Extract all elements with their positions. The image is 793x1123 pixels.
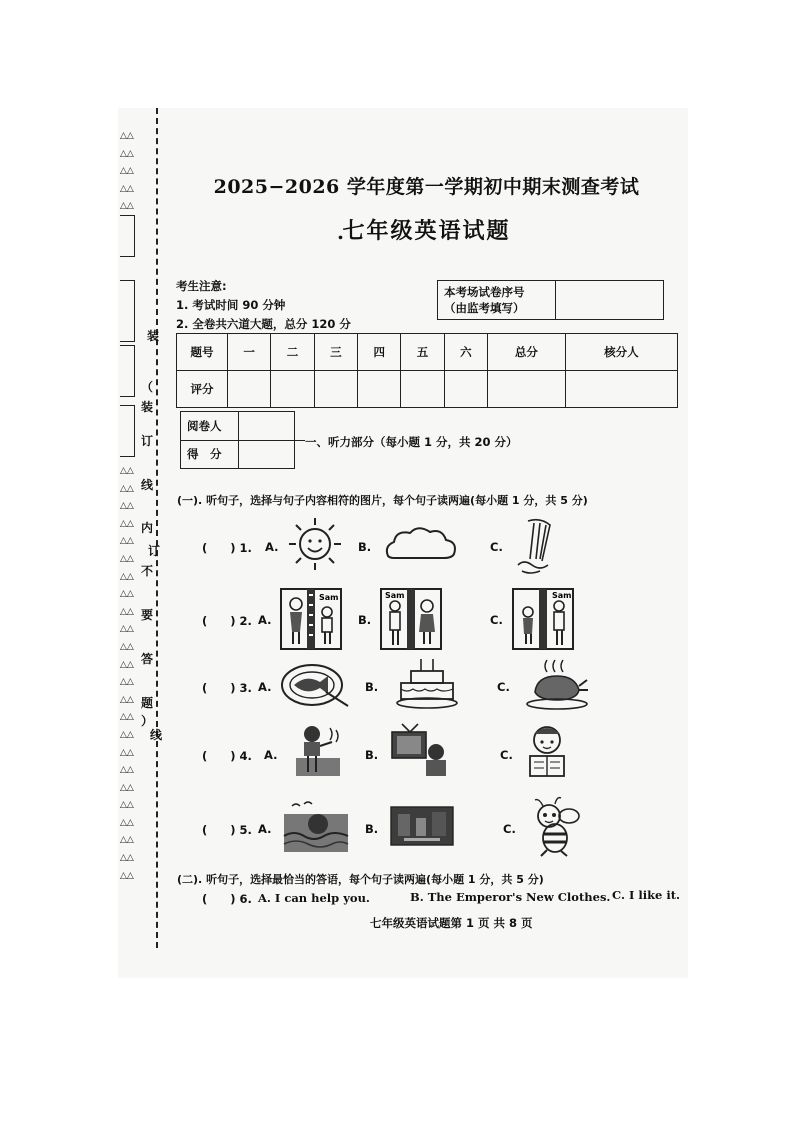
sam-label: Sam [552, 591, 572, 600]
score-cell[interactable] [488, 371, 566, 408]
binding-box [120, 345, 135, 397]
height-chart-picture [512, 588, 574, 650]
exam-subtitle: 七年级英语试题 [342, 218, 511, 244]
score-header-label: 题号 [177, 334, 228, 371]
question-number: ( ) 5. [202, 823, 252, 837]
binding-char: 线 [141, 478, 154, 492]
score-cell[interactable] [444, 371, 487, 408]
height-chart-picture [280, 588, 342, 650]
score-col-6: 六 [444, 334, 487, 371]
score-table [176, 333, 678, 408]
question-number: ( ) 3. [202, 681, 252, 695]
option-a-label: A. [258, 613, 272, 627]
binding-char: 不 [141, 564, 154, 578]
question-number: ( ) 1. [202, 541, 252, 555]
sam-label: Sam [385, 591, 405, 600]
serial-label: 本考场试卷序号 （由监考填写） [438, 281, 556, 320]
fish-plate-icon [280, 660, 350, 710]
binding-char: 装 [141, 400, 154, 414]
child-planting-picture [290, 722, 346, 780]
grader-label: 阅卷人 [181, 412, 239, 441]
exam-title: 2025−2026 学年度第一学期初中期末测查考试 [213, 176, 640, 198]
option-c-label: C. [503, 822, 516, 836]
question-number: ( ) 2. [202, 614, 252, 628]
binding-char: 答 [141, 652, 154, 666]
part1-title: 一、听力部分（每小题 1 分，共 20 分） [305, 435, 518, 449]
score-cell[interactable] [314, 371, 357, 408]
score-cell[interactable] [401, 371, 444, 408]
score-cell[interactable] [271, 371, 314, 408]
section2-title: (二). 听句子，选择最恰当的答语，每个句子读两遍(每小题 1 分，共 5 分) [177, 873, 544, 886]
score-col-1: 一 [228, 334, 271, 371]
score-col-checker: 核分人 [565, 334, 677, 371]
grader-score-label: 得 分 [181, 440, 239, 469]
option-a-label: A. [265, 540, 279, 554]
grader-box [180, 411, 295, 469]
sam-label: Sam [319, 593, 339, 602]
binding-char: 订 [148, 544, 161, 558]
option-b-label: B. [365, 822, 379, 836]
option-c-label: C. [490, 613, 503, 627]
binding-char: 要 [141, 608, 154, 622]
serial-input-cell[interactable] [556, 281, 664, 320]
binding-char: 内 [141, 521, 154, 535]
option-a-text: A. I can help you. [258, 891, 370, 905]
score-cell[interactable] [228, 371, 271, 408]
binding-char: 订 [141, 434, 154, 448]
movie-poster-picture [390, 806, 454, 846]
grader-input[interactable] [239, 412, 295, 441]
option-b-text: B. The Emperor's New Clothes. [410, 890, 611, 904]
binding-box [120, 405, 135, 457]
question-number: ( ) 4. [202, 749, 252, 763]
triangle-column-bottom: △△ △△ △△ △△ △△ △△ △△ △△ △△ △△ △△ △△ △△ △△ △△ △△ △△ △△ △△ △△ △△ △△ △△ △△ [120, 466, 134, 881]
grader-score-input[interactable] [239, 440, 295, 469]
height-chart-picture [380, 588, 442, 650]
option-a-label: A. [258, 822, 272, 836]
option-a-label: A. [258, 680, 272, 694]
binding-char: 装 [147, 329, 160, 343]
option-b-label: B. [358, 540, 372, 554]
option-b-label: B. [365, 680, 379, 694]
option-a-label: A. [264, 748, 278, 762]
score-cell[interactable] [358, 371, 401, 408]
option-c-label: C. [500, 748, 513, 762]
serial-number-box [437, 280, 664, 320]
girl-reading-picture [522, 722, 572, 780]
notes-item-total: 2. 全卷共六道大题，总分 120 分 [176, 317, 351, 331]
option-c-text: C. I like it. [612, 888, 681, 902]
score-row-label: 评分 [177, 371, 228, 408]
option-b-label: B. [365, 748, 379, 762]
binding-char: 题 [141, 696, 154, 710]
page-footer: 七年级英语试题第 1 页 共 8 页 [370, 916, 533, 930]
watching-tv-picture [388, 722, 448, 780]
score-col-5: 五 [401, 334, 444, 371]
child-swimming-picture [282, 800, 350, 854]
score-cell[interactable] [565, 371, 677, 408]
option-c-label: C. [490, 540, 503, 554]
title-dot: . [337, 220, 344, 244]
waterfall-icon [510, 515, 560, 577]
binding-char: 线 [150, 728, 163, 742]
binding-char: （ [141, 380, 154, 394]
cloud-icon [382, 520, 460, 564]
sun-icon [285, 515, 345, 573]
option-c-label: C. [497, 680, 510, 694]
notes-heading: 考生注意: [176, 279, 227, 293]
connector-line [295, 440, 305, 441]
bee-cartoon-icon [525, 796, 585, 858]
score-col-4: 四 [358, 334, 401, 371]
binding-box [120, 280, 135, 342]
notes-item-time: 1. 考试时间 90 分钟 [176, 298, 286, 312]
binding-char: ） [141, 714, 154, 728]
question-number: ( ) 6. [202, 892, 252, 906]
triangle-column-top: △△ △△ △△ △△ △△ [120, 131, 134, 212]
section1-title: (一). 听句子，选择与句子内容相符的图片，每个句子读两遍(每小题 1 分，共 5 分) [177, 494, 588, 507]
score-col-3: 三 [314, 334, 357, 371]
score-col-total: 总分 [488, 334, 566, 371]
roast-chicken-icon [525, 658, 591, 712]
score-col-2: 二 [271, 334, 314, 371]
birthday-cake-icon [395, 655, 461, 711]
option-b-label: B. [358, 613, 372, 627]
